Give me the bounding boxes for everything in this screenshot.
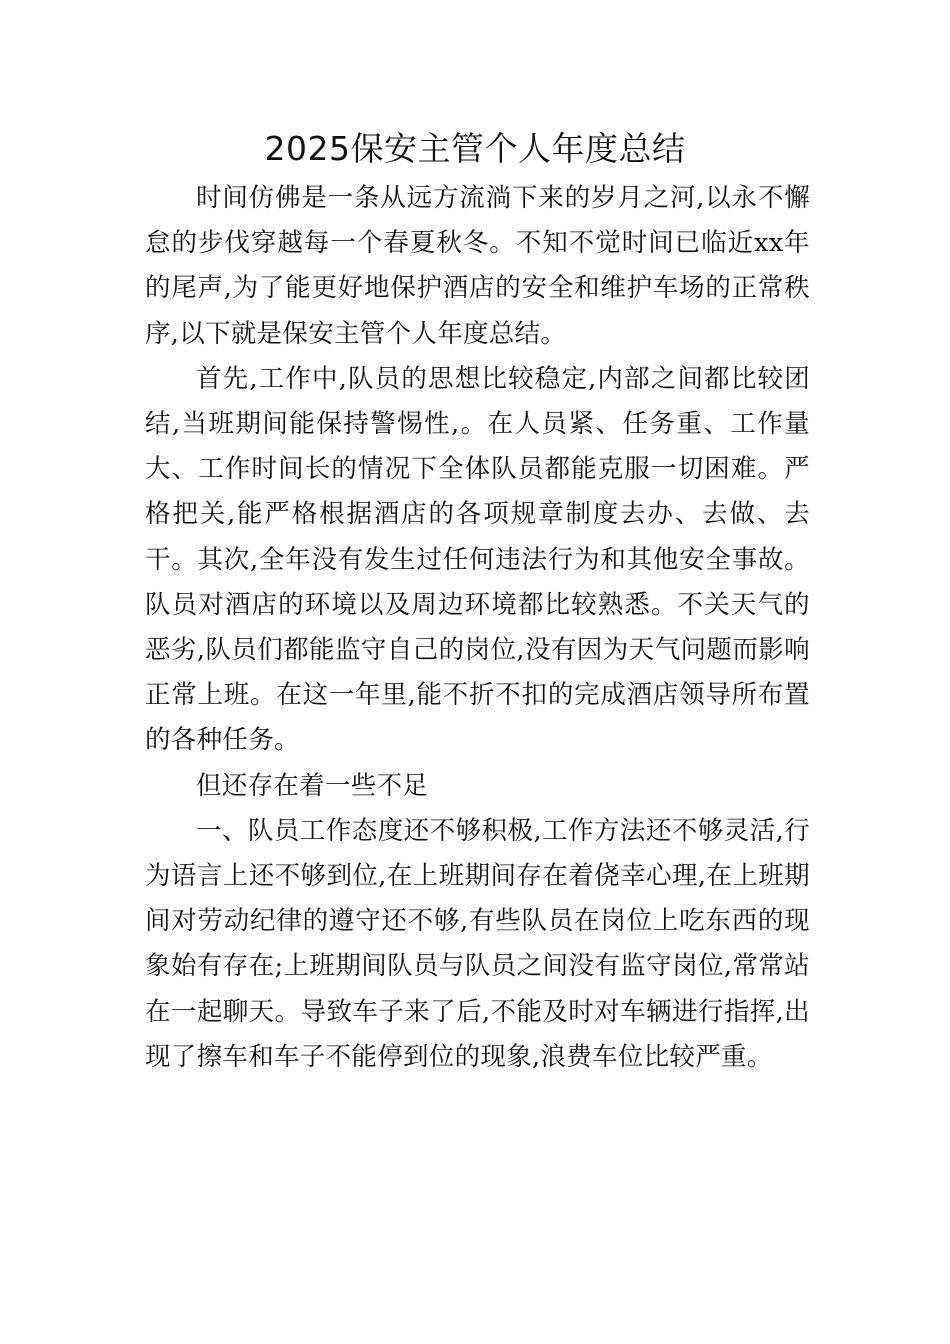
document-body	[145, 176, 810, 1080]
paragraph-intro: 时间仿佛是一条从远方流淌下来的岁月之河,以永不懈怠的步伐穿越每一个春夏秋冬。不知不觉时间已临近xx年的尾声,为了能更好地保护酒店的安全和维护车场的正常秩序,以下就是保安主管个人年度总结。	[145, 183, 810, 349]
document-title: 2025保安主管个人年度总结	[264, 129, 686, 168]
paragraph-shortcomings-heading: 但还存在着一些不足	[196, 770, 429, 801]
paragraph-achievements: 首先,工作中,队员的思想比较稳定,内部之间都比较团结,当班期间能保持警惕性,。在人员紧、任务重、工作量大、工作时间长的情况下全体队员都能克服一切困难。严格把关,能严格根据酒店的各项规章制度去办、去做、去干。其次,全年没有发生过任何违法行为和其他安全事故。队员对酒店的环境以及周边环境都比较熟悉。不关天气的恶劣,队员们都能监守自己的岗位,没有因为天气问题而影响正常上班。在这一年里,能不折不扣的完成酒店领导所布置的各种任务。	[145, 363, 810, 756]
paragraph-shortcoming-one: 一、队员工作态度还不够积极,工作方法还不够灵活,行为语言上还不够到位,在上班期间存在着侥幸心理,在上班期间对劳动纪律的遵守还不够,有些队员在岗位上吃东西的现象始有存在;上班期间队员与队员之间没有监守岗位,常常站在一起聊天。导致车子来了后,不能及时对车辆进行指挥,出现了擦车和车子不能停到位的现象,浪费车位比较严重。	[145, 815, 810, 1072]
